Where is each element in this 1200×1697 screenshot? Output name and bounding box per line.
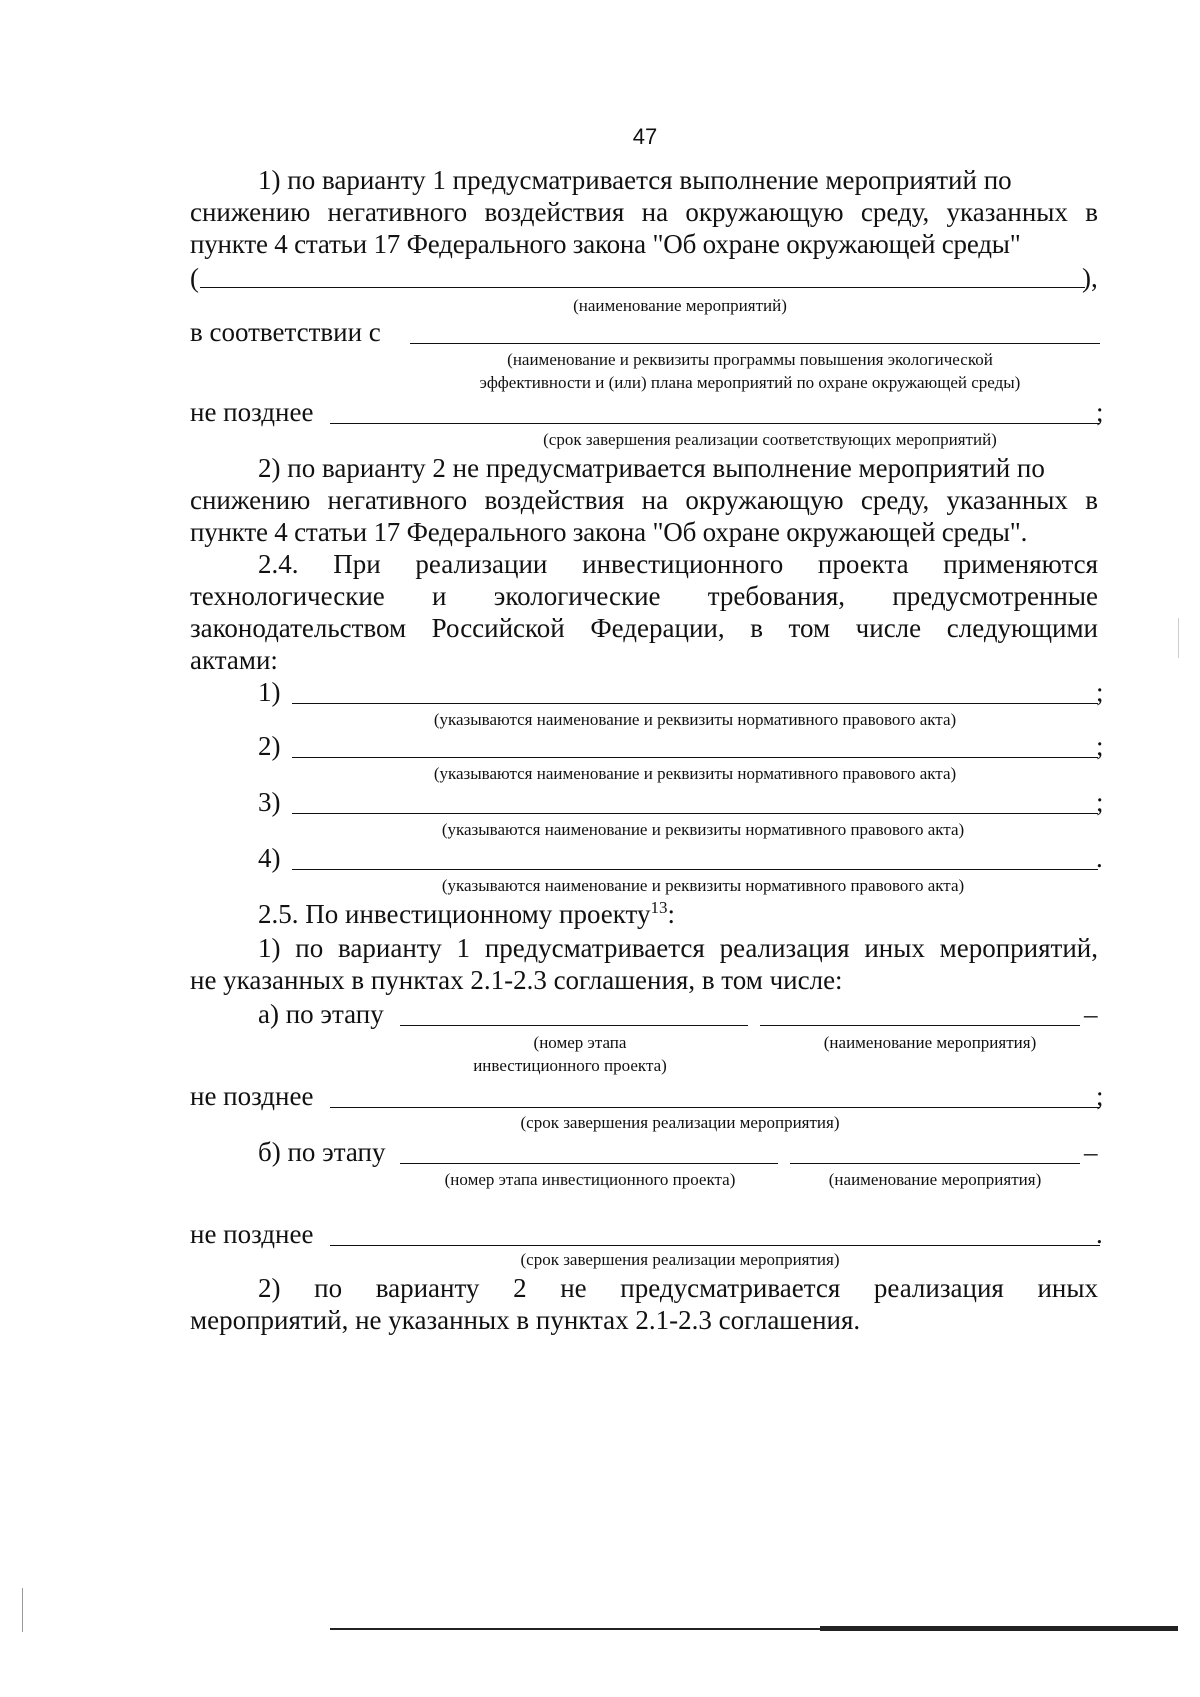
s25-b-stage-blank (400, 1163, 778, 1164)
s24-item-1-end: ; (1096, 677, 1104, 707)
p1-semicolon: ; (1096, 397, 1104, 427)
s25-b-name-blank (790, 1163, 1080, 1164)
p2-line-1: 2) по варианту 2 не предусматривается выполнение мероприятий по (258, 453, 1045, 483)
s25-b-caption-stage: (номер этапа инвестиционного проекта) (444, 1170, 736, 1189)
p1-program-blank (410, 343, 1100, 344)
s24-item-2-end: ; (1096, 731, 1104, 761)
s24-item-4-number: 4) (258, 843, 281, 873)
s25-v2-line-2: мероприятий, не указанных в пунктах 2.1-2.3 соглашения. (190, 1305, 861, 1335)
s24-item-3-blank (292, 813, 1098, 814)
s24-item-4-blank (292, 869, 1098, 870)
s25-a-caption-stage-2: инвестиционного проекта) (473, 1056, 667, 1075)
s25-a-label: а) по этапу (258, 999, 384, 1029)
p1-line-2: снижению негативного воздействия на окружающую среду, указанных в (190, 197, 1098, 227)
p1-in-accordance: в соответствии с (190, 317, 381, 347)
scan-margin-mark (22, 1588, 23, 1632)
s25-b-label: б) по этапу (258, 1137, 386, 1167)
p1-caption-deadline: (срок завершения реализации соответствующих мероприятий) (543, 430, 997, 449)
s24-item-2-number: 2) (258, 731, 281, 761)
s24-item-1-number: 1) (258, 677, 281, 707)
s25-a-dash: – (1084, 999, 1098, 1029)
s25-b-no-later: не позднее (190, 1219, 314, 1249)
footer-rule-thick (820, 1626, 1178, 1631)
s24-item-2-blank (292, 757, 1098, 758)
s25-v1-line-2: не указанных в пунктах 2.1-2.3 соглашения, в том числе: (190, 965, 843, 995)
s24-item-3-end: ; (1096, 787, 1104, 817)
s25-a-no-later: не позднее (190, 1081, 314, 1111)
p1-caption-measures: (наименование мероприятий) (573, 296, 787, 315)
p1-line-3: пункте 4 статьи 17 Федерального закона "Об охране окружающей среды" (190, 229, 1021, 259)
s25-title-text: 2.5. По инвестиционному проекту (258, 899, 651, 929)
s25-v1-line-1: 1) по варианту 1 предусматривается реализация иных мероприятий, (258, 933, 1098, 963)
p1-deadline-blank (330, 423, 1100, 424)
s25-a-name-blank (760, 1025, 1080, 1026)
footnote-marker: 13 (650, 898, 668, 917)
p1-caption-program-2: эффективности и (или) плана мероприятий по охране окружающей среды) (479, 373, 1021, 392)
s25-title (258, 898, 675, 930)
s25-a-caption-name: (наименование мероприятия) (823, 1033, 1037, 1052)
s25-a-deadline-blank (330, 1107, 1100, 1108)
s24-item-3-caption: (указываются наименование и реквизиты нормативного правового акта) (441, 820, 965, 839)
s24-item-4-caption: (указываются наименование и реквизиты нормативного правового акта) (441, 876, 965, 895)
scan-margin-mark-right (1178, 618, 1179, 658)
s25-b-dash: – (1084, 1137, 1098, 1167)
p1-close-paren: ), (1082, 263, 1098, 293)
p1-measures-blank (200, 287, 1085, 288)
s24-line-3: законодательством Российской Федерации, в том числе следующими (190, 613, 1098, 643)
s24-line-1: 2.4. При реализации инвестиционного проекта применяются (258, 549, 1098, 579)
s24-line-4: актами: (190, 645, 278, 675)
p1-line-1: 1) по варианту 1 предусматривается выполнение мероприятий по (258, 165, 1012, 195)
s25-b-deadline-blank (330, 1245, 1100, 1246)
p1-no-later: не позднее (190, 397, 314, 427)
s25-a-stage-blank (400, 1025, 748, 1026)
s24-item-3-number: 3) (258, 787, 281, 817)
s25-v2-line-1: 2) по варианту 2 не предусматривается реализация иных (258, 1273, 1098, 1303)
s25-b-end: . (1096, 1219, 1103, 1249)
p1-caption-program-1: (наименование и реквизиты программы повышения экологической (507, 350, 993, 369)
p2-line-3: пункте 4 статьи 17 Федерального закона "Об охране окружающей среды". (190, 517, 1028, 547)
s25-a-end: ; (1096, 1081, 1104, 1111)
s25-title-colon: : (667, 899, 675, 929)
page-number: 47 (632, 124, 658, 149)
p2-line-2: снижению негативного воздействия на окружающую среду, указанных в (190, 485, 1098, 515)
s24-line-2: технологические и экологические требования, предусмотренные (190, 581, 1098, 611)
s24-item-1-blank (292, 703, 1098, 704)
s25-b-caption-deadline: (срок завершения реализации мероприятия) (520, 1250, 840, 1269)
s24-item-2-caption: (указываются наименование и реквизиты нормативного правового акта) (433, 764, 957, 783)
s25-a-caption-stage-1: (номер этапа (533, 1033, 627, 1052)
p1-open-paren: ( (190, 263, 199, 293)
s24-item-4-end: . (1096, 843, 1103, 873)
s25-a-caption-deadline: (срок завершения реализации мероприятия) (520, 1113, 840, 1132)
s24-item-1-caption: (указываются наименование и реквизиты нормативного правового акта) (433, 710, 957, 729)
s25-b-caption-name: (наименование мероприятия) (828, 1170, 1042, 1189)
